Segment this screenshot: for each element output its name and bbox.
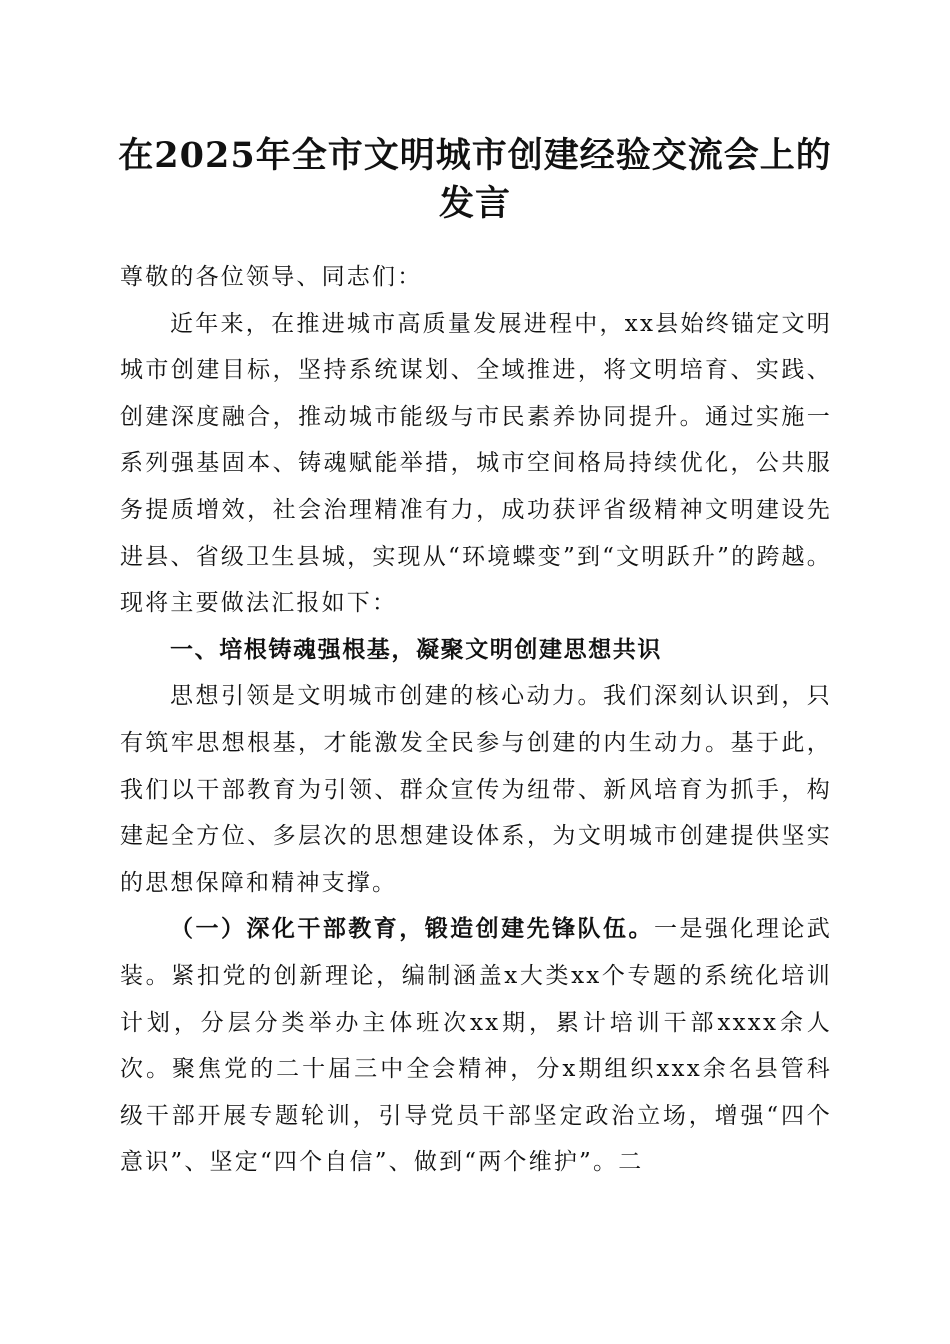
document-body bbox=[120, 254, 832, 1186]
subsection-1-text: 一是强化理论武装。紧扣党的创新理论，编制涵盖x大类xx个专题的系统化培训计划，分层分类举办主体班次xx期，累计培训干部xxxx余人次。聚焦党的二十届三中全会精神，分x期组织xxx余名县管科级干部开展专题轮训，引导党员干部坚定政治立场，增强“四个意识”、坚定“四个自信”、做到“两个维护”。二 bbox=[120, 916, 832, 1176]
intro-paragraph: 近年来，在推进城市高质量发展进程中，xx县始终锚定文明城市创建目标，坚持系统谋划、全域推进，将文明培育、实践、创建深度融合，推动城市能级与市民素养协同提升。通过实施一系列强基固本、铸魂赋能举措，城市空间格局持续优化，公共服务提质增效，社会治理精准有力，成功获评省级精神文明建设先进县、省级卫生县城，实现从“环境蝶变”到“文明跃升”的跨越。现将主要做法汇报如下： bbox=[120, 310, 832, 617]
document-title: 在2025年全市文明城市创建经验交流会上的发言 bbox=[118, 135, 832, 224]
salutation: 尊敬的各位领导、同志们： bbox=[120, 264, 423, 290]
section-1-paragraph: 思想引领是文明城市创建的核心动力。我们深刻认识到，只有筑牢思想根基，才能激发全民参与创建的内生动力。基于此，我们以干部教育为引领、群众宣传为纽带、新风培育为抓手，构建起全方位、多层次的思想建设体系，为文明城市创建提供坚实的思想保障和精神支撑。 bbox=[120, 683, 832, 896]
section-heading-1: 一、培根铸魂强根基，凝聚文明创建思想共识 bbox=[170, 636, 662, 663]
subsection-heading-1: （一）深化干部教育，锻造创建先锋队伍。 bbox=[170, 915, 654, 943]
subsection-1-paragraph bbox=[120, 906, 832, 1186]
